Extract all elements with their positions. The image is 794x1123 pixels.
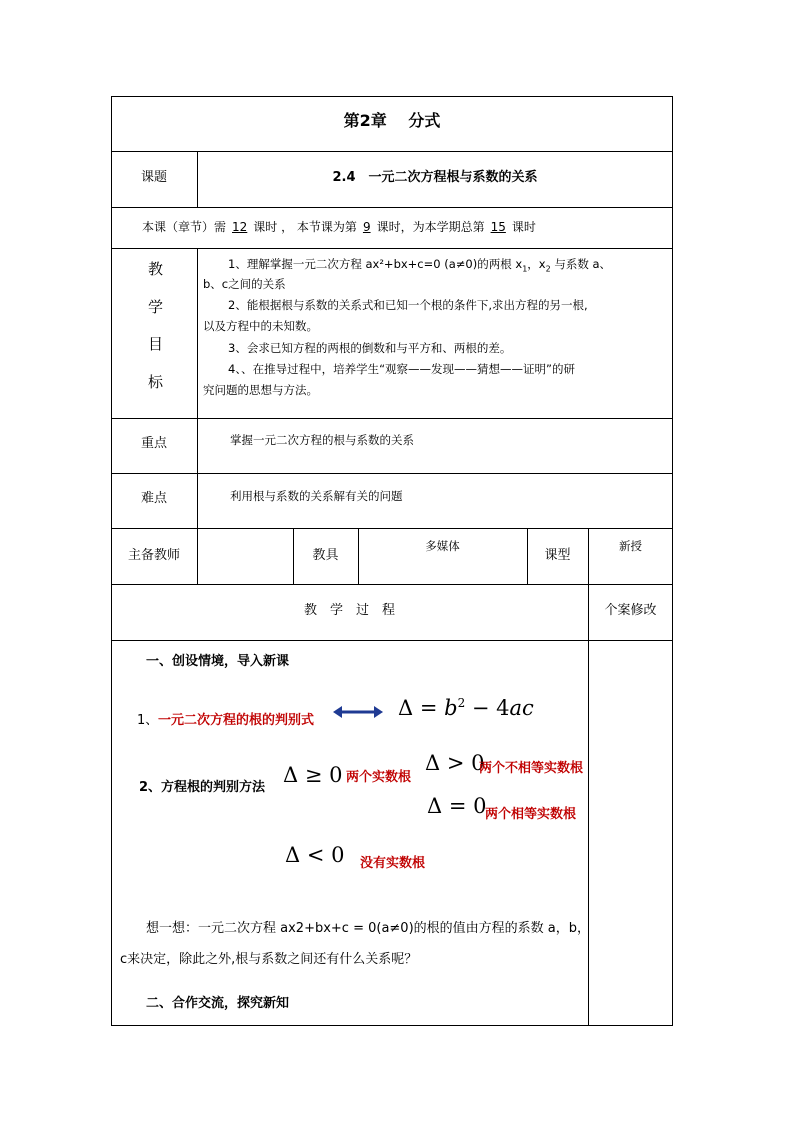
hours-text: 课时	[511, 220, 536, 234]
subscript: 1	[522, 264, 528, 274]
hours-current: 9	[362, 220, 371, 234]
hours-statement	[142, 218, 536, 235]
difficulty-value: 利用根与系数的关系解有关的问题	[230, 489, 403, 503]
objectives-label-char: 教	[148, 260, 164, 278]
condition-eq: 两个相等实数根	[485, 807, 577, 822]
hours-text: 课时 ， 本节课为第	[253, 220, 357, 234]
objective-line: 4、、在推导过程中，培养学生“观察——发现——猜想——证明”的研	[228, 362, 575, 376]
objective-line: 究问题的思想与方法。	[203, 383, 318, 397]
row-divider	[111, 473, 673, 474]
process-header: 教 学 过 程	[303, 603, 395, 618]
section-heading: 二、合作交流，探究新知	[146, 996, 290, 1011]
formula-gt: Δ > 0	[425, 751, 485, 775]
key-point-value: 掌握一元二次方程的根与系数的关系	[230, 433, 414, 447]
key-point-label: 重点	[140, 436, 167, 451]
row-divider	[111, 151, 673, 152]
hours-total: 12	[232, 220, 248, 234]
condition-lt: 没有实数根	[360, 856, 426, 871]
col-divider	[358, 528, 359, 584]
objective-line: 3、会求已知方程的两根的倒数和与平方和、两根的差。	[228, 341, 512, 355]
tool-label: 教具	[312, 548, 339, 563]
type-label: 课型	[544, 548, 571, 563]
objective-line: 2、能根据根与系数的关系式和已知一个根的条件下,求出方程的另一根,	[228, 298, 588, 312]
hours-overall: 15	[490, 220, 506, 234]
section-heading: 一、创设情境，导入新课	[146, 654, 290, 669]
formula-eq: Δ = 0	[427, 794, 487, 818]
condition-gt: 两个不相等实数根	[479, 761, 584, 776]
formula-lt: Δ < 0	[285, 843, 345, 867]
item-number: 1、	[137, 713, 159, 728]
difficulty-label: 难点	[140, 491, 167, 506]
think-text: c来决定，除此之外,根与系数之间还有什么关系呢？	[120, 952, 418, 967]
teacher-label: 主备教师	[127, 548, 180, 563]
hours-text: 课时，为本学期总第	[376, 220, 485, 234]
objective-line: b、c之间的关系	[203, 277, 286, 291]
objective-text: 与系数 a、	[550, 257, 612, 271]
hours-text: 本课（章节）需	[142, 220, 227, 234]
objective-line: 以及方程中的未知数。	[203, 319, 318, 333]
topic-value: 2.4 一元二次方程根与系数的关系	[332, 170, 538, 185]
col-divider	[197, 248, 198, 584]
method-label: 2、方程根的判别方法	[139, 780, 266, 795]
row-divider	[111, 207, 673, 208]
objectives-label-char: 目	[148, 335, 164, 353]
discriminant-formula: $\Delta = b^2 - 4ac$	[398, 696, 534, 720]
chapter-title: 第2章 分式	[343, 111, 441, 130]
objective-text: 1、理解掌握一元二次方程 ax²+bx+c=0 (a≠0)的两根 x	[228, 257, 523, 271]
row-divider	[111, 248, 673, 249]
tool-value: 多媒体	[425, 539, 460, 553]
subscript: 2	[545, 264, 551, 274]
objectives-label-char: 标	[148, 373, 164, 391]
objective-line	[228, 256, 611, 273]
type-value: 新授	[619, 539, 642, 553]
modify-header: 个案修改	[604, 603, 657, 618]
double-arrow-icon	[333, 705, 383, 719]
objectives-label-char: 学	[148, 298, 164, 316]
formula-ge: Δ ≥ 0	[283, 763, 343, 787]
row-divider	[111, 418, 673, 419]
condition-ge: 两个实数根	[346, 770, 412, 785]
think-text: 想一想：一元二次方程 ax2+bx+c = 0(a≠0)的根的值由方程的系数 a，b，	[146, 921, 590, 936]
objective-text: ，x	[527, 257, 546, 271]
discriminant-label: 一元二次方程的根的判别式	[158, 713, 315, 728]
topic-label: 课题	[140, 170, 167, 185]
